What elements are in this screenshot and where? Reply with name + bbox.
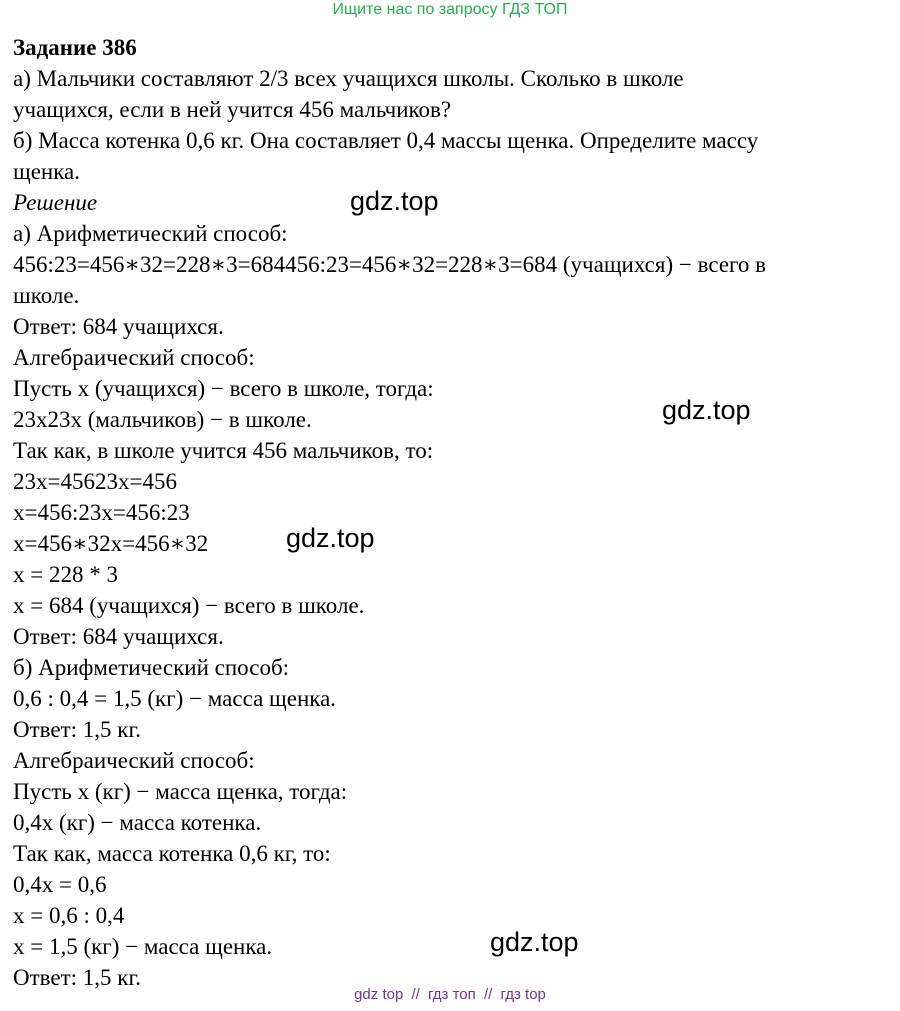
- solution-line: Так как, масса котенка 0,6 кг, то:: [13, 841, 331, 866]
- solution-line: x=456:23x=456:23: [13, 500, 190, 525]
- solution-line: 0,4x = 0,6: [13, 872, 107, 897]
- solution-line: б) Арифметический способ:: [13, 655, 290, 680]
- solution-line: а) Арифметический способ:: [13, 221, 288, 246]
- solution-line: Пусть х (учащихся) − всего в школе, тогда:: [13, 376, 434, 401]
- watermark: gdz.top: [350, 186, 439, 216]
- condition-line: б) Масса котенка 0,6 кг. Она составляет 0,4 массы щенка. Определите массу: [13, 128, 759, 153]
- condition-line: учащихся, если в ней учится 456 мальчиков?: [13, 97, 452, 122]
- solution-line: 23x23x (мальчиков) − в школе.: [13, 407, 312, 432]
- solution-line: школе.: [13, 283, 80, 308]
- solution-line: Алгебраический способ:: [13, 345, 255, 370]
- solution-line: x = 0,6 : 0,4: [13, 903, 125, 928]
- solution-line: 23x=45623x=456: [13, 469, 177, 494]
- footer-links: [0, 986, 900, 1003]
- solution-heading: Решение: [13, 190, 98, 215]
- solution-line: Ответ: 684 учащихся.: [13, 624, 224, 649]
- condition-line: щенка.: [13, 159, 81, 184]
- solution-line: 456:23=456∗32=228∗3=684456:23=456∗32=228∗3=684 (учащихся) − всего в: [13, 252, 766, 277]
- condition-line: а) Мальчики составляют 2/3 всех учащихся школы. Сколько в школе: [13, 66, 684, 91]
- solution-line: Так как, в школе учится 456 мальчиков, то:: [13, 438, 434, 463]
- watermark: gdz.top: [662, 395, 751, 425]
- watermark: gdz.top: [286, 523, 375, 553]
- task-title: Задание 386: [13, 35, 137, 60]
- footer-separator: //: [411, 986, 420, 1003]
- task-content: [13, 32, 893, 993]
- solution-line: x = 1,5 (кг) − масса щенка.: [13, 934, 273, 959]
- solution-line: Ответ: 684 учащихся.: [13, 314, 224, 339]
- solution-line: 0,4x (кг) − масса котенка.: [13, 810, 262, 835]
- solution-line: 0,6 : 0,4 = 1,5 (кг) − масса щенка.: [13, 686, 337, 711]
- search-hint-link[interactable]: Ищите нас по запросу ГДЗ ТОП: [332, 1, 568, 18]
- solution-line: x = 228 * 3: [13, 562, 118, 587]
- solution-line: x=456∗32x=456∗32: [13, 531, 209, 556]
- solution-line: Ответ: 1,5 кг.: [13, 965, 142, 990]
- footer-link[interactable]: гдз top: [500, 986, 546, 1003]
- solution-line: Ответ: 1,5 кг.: [13, 717, 142, 742]
- footer-link[interactable]: gdz top: [354, 986, 404, 1003]
- solution-line: x = 684 (учащихся) − всего в школе.: [13, 593, 365, 618]
- footer-separator: //: [483, 986, 493, 1003]
- solution-line: Алгебраический способ:: [13, 748, 255, 773]
- watermark: gdz.top: [490, 927, 579, 957]
- footer-link[interactable]: гдз топ: [428, 986, 476, 1003]
- solution-line: Пусть х (кг) − масса щенка, тогда:: [13, 779, 348, 804]
